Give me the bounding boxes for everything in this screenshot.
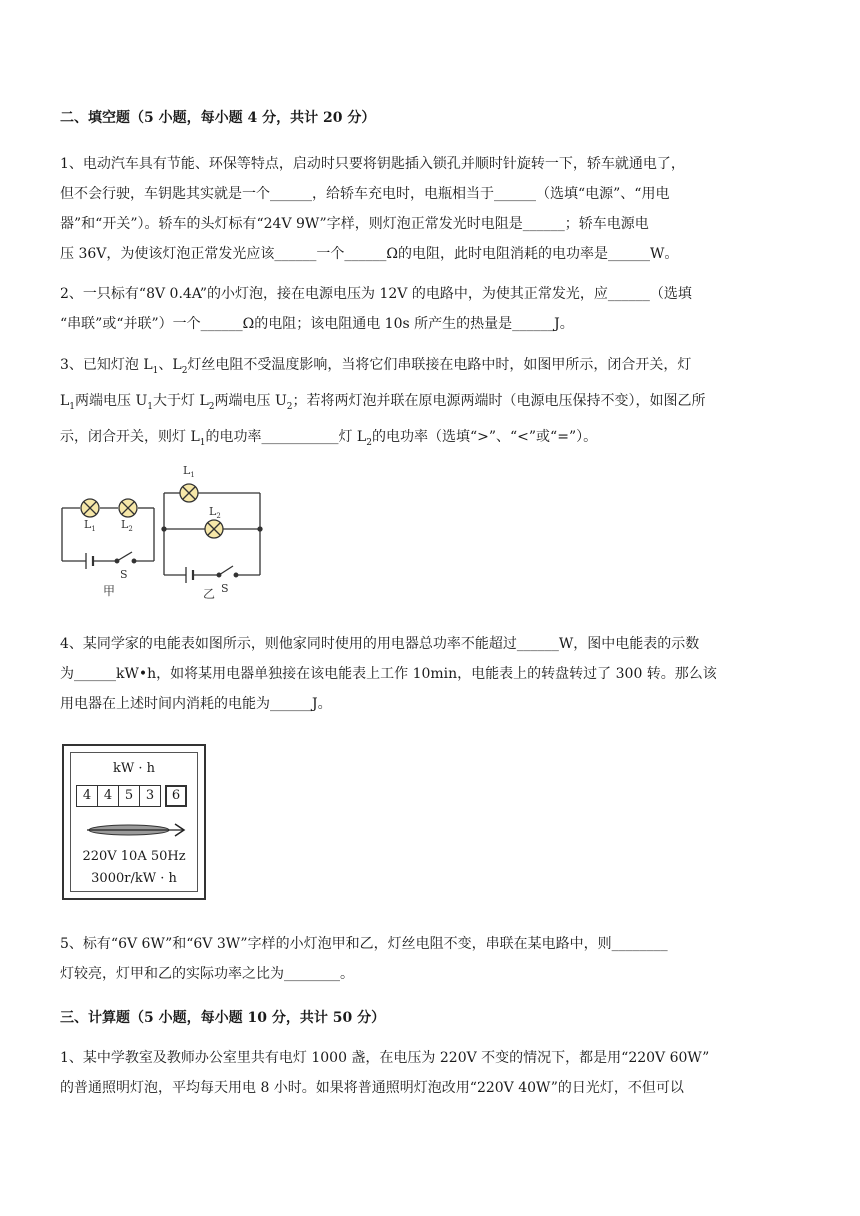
label-yi: 乙 [203,587,216,601]
question-line: 为______kW•h，如将某用电器单独接在该电能表上工作 10min，电能表上的转盘转过了 300 转。那么该 [60,666,717,682]
meter-digit: 4 [97,785,119,807]
section-3-title: 三、计算题（5 小题，每小题 10 分，共计 50 分） [60,1010,386,1026]
question-line: 2、一只标有“8V 0.4A”的小灯泡，接在电源电压为 12V 的电路中，为使其正常发光，应______（选填 [60,286,692,302]
label-l1-yi: $L_1$ [183,464,195,479]
question-2-2 [60,279,805,339]
lamp-l1-jia [81,499,99,517]
circuit-diagrams [60,462,280,607]
label-l2-yi: $L_2$ [209,505,221,520]
meter-rating: 220V 10A 50Hz [82,849,186,864]
question-line: “串联”或“并联”）一个______Ω的电阻；该电阻通电 10s 所产生的热量是______J。 [60,316,574,332]
section-2-title: 二、填空题（5 小题，每小题 4 分，共计 20 分） [60,110,376,126]
lamp-l1-yi [180,484,198,502]
meter-digit: 3 [139,785,161,807]
question-line: 压 36V，为使该灯泡正常发光应该______一个______Ω的电阻，此时电阻消耗的电功率是______W。 [60,246,679,262]
circuit-yi [162,484,262,583]
question-line: 用电器在上述时间内消耗的电能为______J。 [60,696,332,712]
circuit-jia [62,499,154,569]
label-l1-jia: $L_1$ [84,518,96,533]
question-line: 器”和“开关”）。轿车的头灯标有“24V 9W”字样，则灯泡正常发光时电阻是______；轿车电源电 [60,216,649,232]
meter-disc-icon [85,819,189,841]
question-line: 的普通照明灯泡，平均每天用电 8 小时。如果将普通照明灯泡改用“220V 40W”的日光灯，不但可以 [60,1080,684,1096]
question-3-1 [60,1043,805,1103]
meter-unit: kW · h [112,761,155,776]
question-line: 示，闭合开关，则灯 $L_1$的电功率___________灯 $L_2$的电功率（选填“>”、“<”或“=”）。 [60,428,598,448]
meter-digits [77,785,187,807]
question-line: 5、标有“6V 6W”和“6V 3W”字样的小灯泡甲和乙，灯丝电阻不变，串联在某电路中，则________ [60,936,668,952]
label-switch-yi: S [221,582,229,595]
question-line: 但不会行驶，车钥匙其实就是一个______，给轿车充电时，电瓶相当于______（选填“电源”、“用电 [60,186,670,202]
energy-meter-face [70,752,198,892]
question-line: 1、电动汽车具有节能、环保等特点，启动时只要将钥匙插入锁孔并顺时针旋转一下，轿车就通电了， [60,156,685,172]
question-line: 3、已知灯泡 $L_1$、$L_2$灯丝电阻不受温度影响，当将它们串联接在电路中时，如图甲所示，闭合开关，灯 [60,357,692,376]
question-line: $L_1$两端电压 $U_1$大于灯 $L_2$两端电压 $U_2$；若将两灯泡并联在原电源两端时（电源电压保持不变），如图乙所 [60,392,706,412]
meter-decimal-digit: 6 [165,785,187,807]
question-2-5 [60,929,805,989]
question-line: 灯较亮，灯甲和乙的实际功率之比为________。 [60,966,354,982]
label-jia: 甲 [103,584,116,598]
question-2-3 [60,350,805,457]
meter-digit: 5 [118,785,140,807]
meter-revolutions: 3000r/kW · h [91,871,177,886]
question-2-4 [60,629,805,719]
energy-meter [62,744,206,900]
question-line: 4、某同学家的电能表如图所示，则他家同时使用的用电器总功率不能超过______W，图中电能表的示数 [60,636,700,652]
meter-digit: 4 [76,785,98,807]
question-line: 1、某中学教室及教师办公室里共有电灯 1000 盏，在电压为 220V 不变的情况下，都是用“220V 60W” [60,1050,710,1066]
lamp-l2-jia [119,499,137,517]
question-2-1 [60,149,805,269]
label-l2-jia: $L_2$ [121,518,133,533]
lamp-l2-yi [205,520,223,538]
label-switch-jia: S [120,568,128,581]
